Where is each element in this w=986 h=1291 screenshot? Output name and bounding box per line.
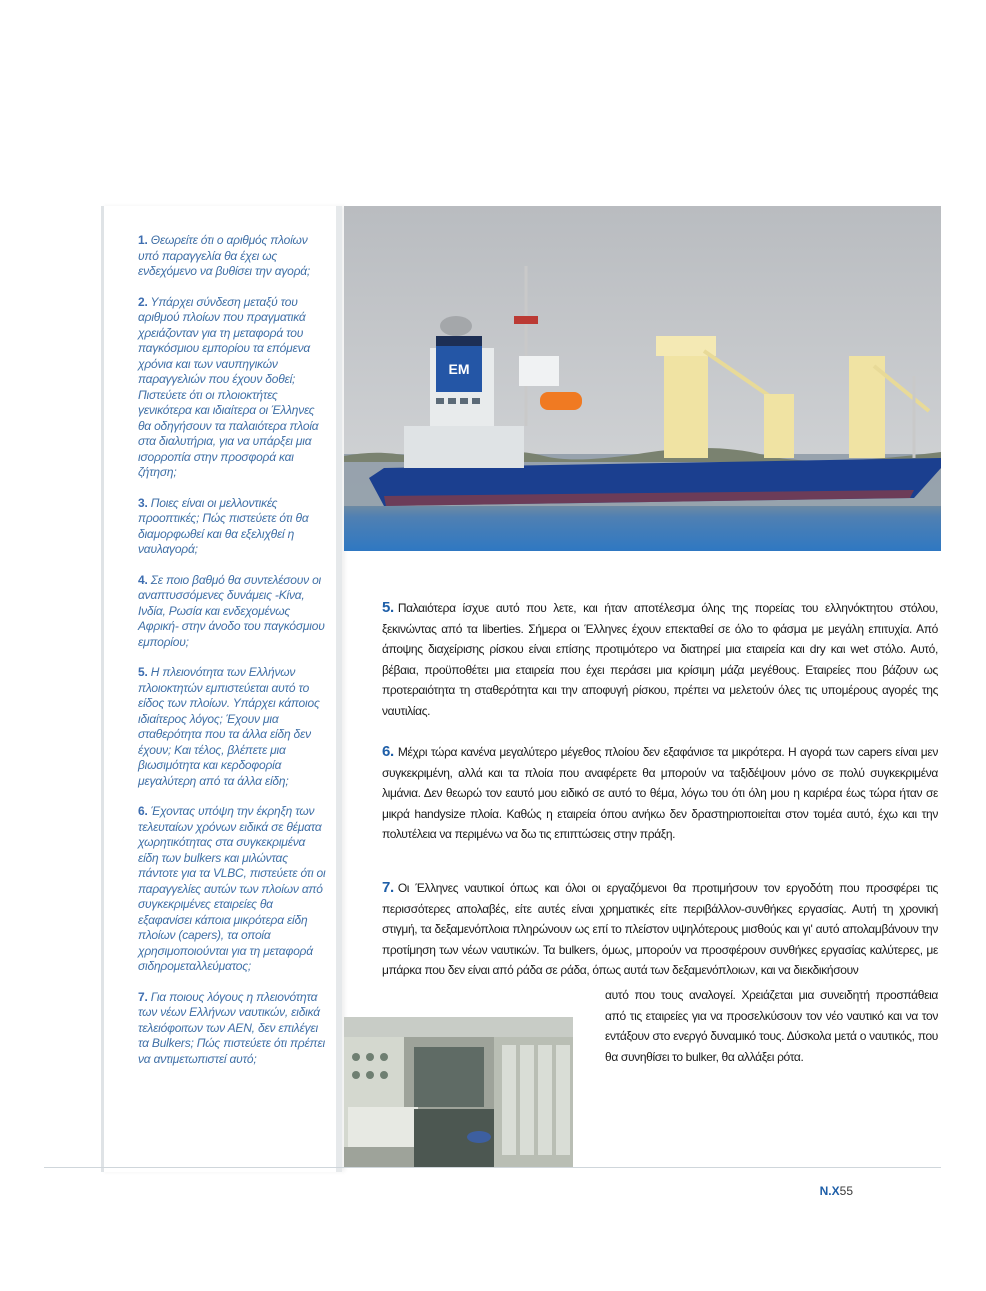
page-folio: [820, 1184, 853, 1198]
answer-7: [382, 878, 938, 981]
question-4: [138, 573, 326, 651]
question-number: 1.: [138, 233, 148, 247]
question-text: Η πλειονότητα των Ελλήνων πλοιοκτητών εμπιστεύεται αυτό το είδος των πλοίων. Υπάρχει κάποιος ιδιαίτερος λόγος; Έχουν μια σταθερότητα που τα άλλα είδη δεν έχουν; Και τέλος, βλέπετε μια βιωσιμότητα και κερδοφορία μεγαλύτερη από τα άλλα είδη;: [138, 665, 320, 788]
ship-photo: [344, 206, 941, 551]
magazine-brand: Ν.Χ: [819, 1184, 840, 1198]
question-text: Έχοντας υπόψη την έκρηξη των τελευταίων χρόνων ειδικά σε θέματα χωρητικότητας στα συγκεκριμένα είδη των bulkers και μιλώντας πάντοτε για τα VLBC, πιστεύετε ότι οι παραγγελίες αυτών των πλοίων από συγκεκριμένες εταιρείες θα εξαφανίσει κάποια μικρότερα είδη πλοίων (capers), τα οποία χρησιμοποιούνται για τη μεταφορά σιδηρομεταλλεύματος;: [138, 804, 326, 973]
answer-6: [382, 742, 938, 845]
question-number: 6.: [138, 804, 148, 818]
question-text: Ποιες είναι οι μελλοντικές προοπτικές; Πώς πιστεύετε ότι θα διαμορφωθεί και θα εξελιχθεί η ναυλαγορά;: [138, 495, 309, 556]
ship-illustration: [344, 206, 941, 551]
question-3: [138, 496, 326, 558]
footer-rule: [44, 1167, 941, 1168]
answer-text: Παλαιότερα ίσχυε αυτό που λετε, και ήταν αποτέλεσμα όλης της πορείας του ελληνόκτητου στόλου, ξεκινώντας από τα liberties. Σήμερα οι Έλληνες έχουν επεκταθεί σε όλο το φάσμα με μεγάλη επιτυχία. Από άποψης διαχείρισης ρίσκου είναι επίσης προτιμότερο να διατηρεί μια εταιρεία και dry και wet στόλο. Αυτό, βέβαια, προϋποθέτει μια εταιρεία που έχει περάσει μια κρίσιμη μάζα μεγέθους. Εταιρείες που βάζουν ως προτεραιότητα τη σταθερότητα και την αποφυγή ρίσκου, πρέπει να μελετούν όλες τις υπομέρους αγορές της ναυτιλίας.: [382, 601, 938, 718]
question-7: [138, 990, 326, 1068]
engine-room-photo: [344, 1017, 573, 1167]
question-number: 5.: [138, 665, 148, 679]
question-number: 3.: [138, 495, 148, 510]
answer-number: 5.: [382, 599, 394, 616]
questions-sidebar: [101, 206, 342, 1172]
answer-text: Μέχρι τώρα κανένα μεγαλύτερο μέγεθος πλοίου δεν εξαφάνισε τα μικρότερα. Η αγορά των capers είναι μεν συγκεκριμένη, αλλά και τα πλοία που αναφέρετε θα μπορούν να ταξιδέψουν μόνο σε πολύ συγκεκριμένα λιμάνια. Δεν θεωρώ τον εαυτό μου ειδικό σε αυτό το θέμα, λόγω του ότι όλη μου η καριέρα έως τώρα ήταν σε μικρά handysize πλοία. Καθώς η εταιρεία όπου ανήκω δεν δραστηριοποιείται στον τομέα αυτό, έχω και την πολυτέλεια να περιμένω να δω τις επιπτώσεις στην πράξη.: [382, 745, 938, 841]
question-5: [138, 665, 326, 789]
answer-text-continued: αυτό που τους αναλογεί. Χρειάζεται μια συνειδητή προσπάθεια από τις εταιρείες για να προσελκύσουν τον νέο ναυτικό και να τον εντάξουν στο ενεργό δυναμικό τους. Δύσκολα μετά ο ναυτικός, που θα συνηθίσει το bulker, θα αλλάξει ρότα.: [605, 988, 938, 1064]
funnel-logo: EM: [448, 361, 470, 377]
question-number: 7.: [138, 989, 148, 1004]
question-text: Για ποιους λόγους η πλειονότητα των νέων Ελλήνων ναυτικών, ειδικά τελειόφοιτων των ΑΕΝ, δεν επιλέγει τα Bulkers; Πώς πιστεύετε ότι πρέπει να αντιμετωπιστεί αυτό;: [138, 989, 325, 1066]
questions-list: [138, 233, 326, 1082]
answer-number: 7.: [382, 879, 394, 896]
answer-number: 6.: [382, 743, 394, 760]
question-number: 2.: [138, 294, 148, 309]
answer-text: Οι Έλληνες ναυτικοί όπως και όλοι οι εργαζόμενοι θα προτιμήσουν τον εργοδότη που προσφέρει τις περισσότερες απολαβές, είτε αυτές είναι χρηματικές είτε περιβάλλον-συνθήκες εργασίας. Αυτή τη χρονική στιγμή, τα δεξαμενόπλοια πληρώνουν ως επί το πλείστον υψηλότερους μισθούς και γι' αυτό απολαμβάνουν την προτίμηση των νέων ναυτικών. Τα bulkers, όμως, μπορούν να προσφέρουν συνθήκες εργασίας καλύτερες, με μπάρκα που δεν είναι από ράδα σε ράδα, όπως αυτά των δεξαμενόπλοιων, και να διεκδικήσουν: [382, 881, 938, 977]
page-number: 55: [839, 1184, 853, 1198]
question-text: Θεωρείτε ότι ο αριθμός πλοίων υπό παραγγελία θα έχει ως ενδεχόμενο να βυθίσει την αγορά;: [138, 233, 311, 278]
engine-room-illustration: [344, 1017, 573, 1167]
question-text: Υπάρχει σύνδεση μεταξύ του αριθμού πλοίων που πραγματικά χρειάζονταν για τη μεταφορά του παγκόσμιου εμπορίου τα επόμενα χρόνια και των ναυπηγικών παραγγελιών που έχουν δοθεί; Πιστεύετε ότι οι πλοιοκτήτες γενικότερα και ιδιαίτερα οι Έλληνες θα οδηγήσουν τα παλαιότερα πλοία στα διαλυτήρια, για να υπάρξει μια ισορροπία στην προσφορά και ζήτηση;: [138, 294, 319, 479]
question-number: 4.: [138, 572, 148, 587]
question-6: [138, 804, 326, 975]
question-2: [138, 295, 326, 481]
question-1: [138, 233, 326, 280]
answer-5: [382, 598, 938, 721]
answer-7-continued: [605, 985, 938, 1067]
question-text: Σε ποιο βαθμό θα συντελέσουν οι αναπτυσσόμενες δυνάμεις -Κίνα, Ινδία, Ρωσία και ενδεχομένως Αφρική- στην άνοδο του παγκόσμιου εμπορίου;: [138, 572, 325, 649]
